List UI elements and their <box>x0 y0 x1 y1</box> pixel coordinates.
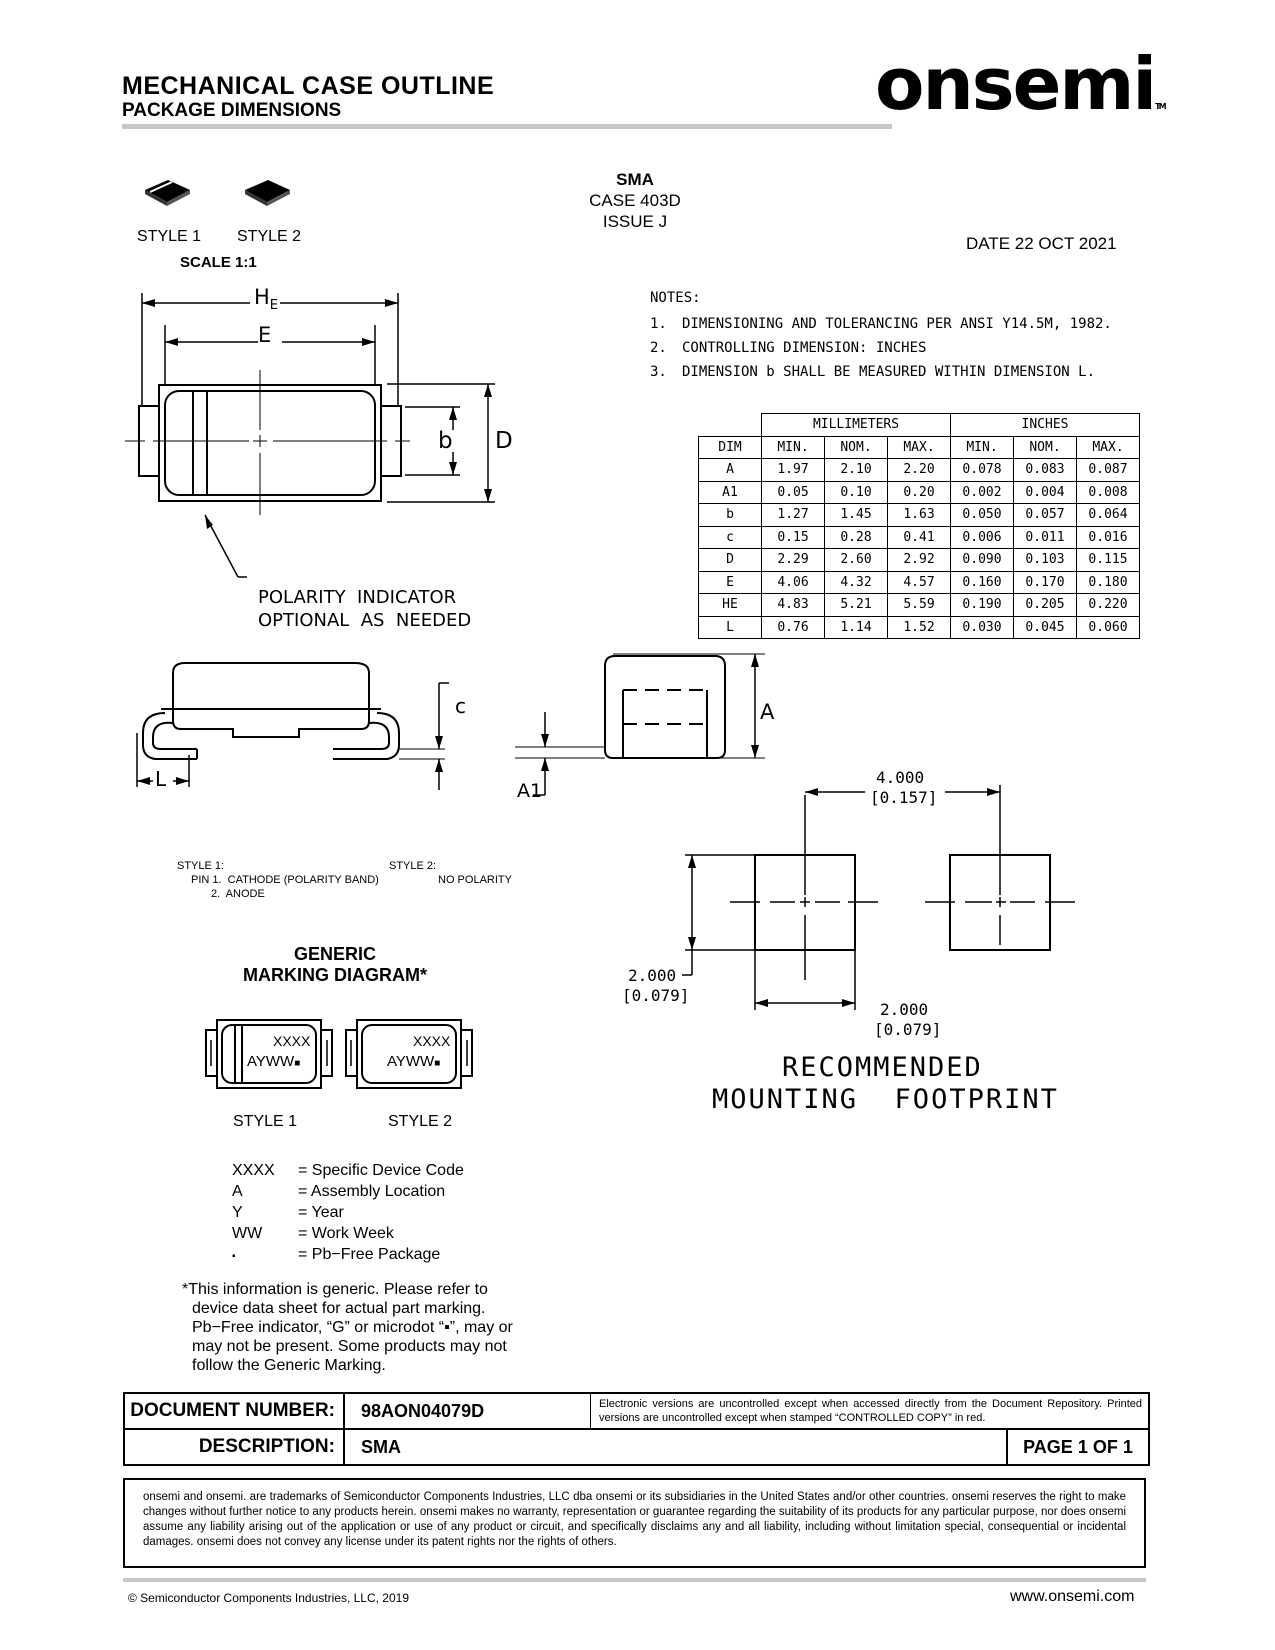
page-title: MECHANICAL CASE OUTLINE <box>122 72 495 100</box>
page-number: PAGE 1 OF 1 <box>1023 1437 1133 1457</box>
marking-s2-line2: AYWW■ <box>387 1053 441 1070</box>
marking-style2-label: STYLE 2 <box>388 1113 453 1130</box>
package-name: SMA <box>616 170 654 189</box>
value-cell: 0.205 <box>1014 594 1077 617</box>
dim-cell: L <box>699 616 762 639</box>
value-cell: 0.050 <box>951 504 1014 527</box>
value-cell: 2.20 <box>888 459 951 482</box>
value-cell: 0.05 <box>762 481 825 504</box>
value-cell: 1.52 <box>888 616 951 639</box>
footprint-dim2-mm: 2.000 <box>628 966 677 985</box>
style1-label: STYLE 1 <box>137 228 202 245</box>
col-header: MIN. <box>762 436 825 459</box>
dim-l-label: L <box>155 767 167 791</box>
table-row <box>699 616 1140 639</box>
description-value: SMA <box>345 1430 1008 1464</box>
value-cell: 0.20 <box>888 481 951 504</box>
legend-row: XXXX = Specific Device Code <box>232 1162 464 1179</box>
dim-a-label: A <box>760 700 775 724</box>
value-cell: 0.087 <box>1077 459 1140 482</box>
dim-cell: D <box>699 549 762 572</box>
value-cell: 0.090 <box>951 549 1014 572</box>
value-cell: 2.29 <box>762 549 825 572</box>
dim-b-label: b <box>438 428 453 454</box>
note-item: 3. DIMENSION b SHALL BE MEASURED WITHIN DIMENSION L. <box>650 364 1096 380</box>
table-group-header <box>699 414 1140 437</box>
notes-block <box>650 290 1112 388</box>
style1-title: STYLE 1: <box>177 860 225 872</box>
marking-title-line2: MARKING DIAGRAM* <box>243 965 427 985</box>
marking-title-line1: GENERIC <box>293 944 376 964</box>
value-cell: 0.103 <box>1014 549 1077 572</box>
value-cell: 0.180 <box>1077 571 1140 594</box>
value-cell: 0.011 <box>1014 526 1077 549</box>
table-body <box>699 459 1140 639</box>
value-cell: 1.63 <box>888 504 951 527</box>
value-cell: 0.76 <box>762 616 825 639</box>
col-header: NOM. <box>825 436 888 459</box>
header-rule <box>122 124 892 129</box>
value-cell: 0.008 <box>1077 481 1140 504</box>
onsemi-logo: onsemiTM <box>875 42 1165 126</box>
value-cell: 1.97 <box>762 459 825 482</box>
legal-disclaimer: onsemi and onsemi. are trademarks of Semiconductor Components Industries, LLC dba onsemi or its subsidiaries in the United States and/or other countries. onsemi reserves the right to make changes without further notice to any products herein. onsemi makes no warranty, representation or guarantee regarding the suitability of its products for any particular purpose, nor does onsemi assume any liability arising out of the application or use of any product or circuit, and specifically disclaims any and all liability, including without limitation special, consequential or incidental damages. onsemi does not convey any license under its patent rights nor the rights of others. <box>123 1478 1146 1568</box>
case-number: CASE 403D <box>589 191 681 210</box>
value-cell: 2.92 <box>888 549 951 572</box>
marking-style1-label: STYLE 1 <box>233 1113 298 1130</box>
value-cell: 0.15 <box>762 526 825 549</box>
page-subtitle: PACKAGE DIMENSIONS <box>122 100 342 121</box>
table-row <box>699 504 1140 527</box>
value-cell: 5.21 <box>825 594 888 617</box>
package-style-icons <box>140 172 300 212</box>
notes-heading: NOTES: <box>650 290 701 306</box>
value-cell: 0.220 <box>1077 594 1140 617</box>
side-view-drawing <box>125 655 485 825</box>
style1-pin2: 2. ANODE <box>211 888 265 900</box>
footprint-dim1-mm: 4.000 <box>876 768 925 787</box>
col-header: NOM. <box>1014 436 1077 459</box>
table-row <box>699 481 1140 504</box>
dim-c-label: c <box>455 694 466 718</box>
legend-row: Y = Year <box>232 1204 344 1221</box>
dim-cell: A <box>699 459 762 482</box>
style2-title: STYLE 2: <box>389 860 437 872</box>
marking-s2-line1: XXXX <box>413 1033 451 1049</box>
value-cell: 0.060 <box>1077 616 1140 639</box>
marking-s1-line1: XXXX <box>273 1033 311 1049</box>
value-cell: 0.045 <box>1014 616 1077 639</box>
value-cell: 0.030 <box>951 616 1014 639</box>
legend-row: WW = Work Week <box>232 1225 394 1242</box>
value-cell: 1.27 <box>762 504 825 527</box>
value-cell: 0.057 <box>1014 504 1077 527</box>
document-info-box <box>123 1392 1150 1466</box>
trademark-mark: TM <box>1155 102 1165 111</box>
value-cell: 1.14 <box>825 616 888 639</box>
col-header: MAX. <box>1077 436 1140 459</box>
value-cell: 4.57 <box>888 571 951 594</box>
dim-cell: A1 <box>699 481 762 504</box>
col-header: MIN. <box>951 436 1014 459</box>
footprint-dim3-in: [0.079] <box>874 1020 942 1039</box>
style1-pin1: PIN 1. CATHODE (POLARITY BAND) <box>191 874 379 886</box>
description-label: DESCRIPTION: <box>125 1430 345 1464</box>
value-cell: 0.115 <box>1077 549 1140 572</box>
value-cell: 0.170 <box>1014 571 1077 594</box>
marking-s1-line2: AYWW■ <box>247 1053 301 1070</box>
polarity-indicator-line2: OPTIONAL AS NEEDED <box>258 610 472 631</box>
value-cell: 0.41 <box>888 526 951 549</box>
group-millimeters: MILLIMETERS <box>762 414 951 437</box>
dim-cell: HE <box>699 594 762 617</box>
value-cell: 0.006 <box>951 526 1014 549</box>
dim-cell: E <box>699 571 762 594</box>
description-row <box>125 1430 1148 1464</box>
value-cell: 2.60 <box>825 549 888 572</box>
value-cell: 2.10 <box>825 459 888 482</box>
doc-number-value: 98AON04079D <box>345 1394 591 1428</box>
doc-number-row <box>125 1394 1148 1430</box>
footprint-title-line1: RECOMMENDED <box>782 1052 983 1083</box>
dim-cell: c <box>699 526 762 549</box>
website-link[interactable]: www.onsemi.com <box>1010 1588 1135 1605</box>
copyright: © Semiconductor Components Industries, LLC, 2019 <box>128 1591 409 1605</box>
dim-he-label: $H_E$ <box>254 285 279 314</box>
footprint-dim2-in: [0.079] <box>622 986 690 1005</box>
value-cell: 0.064 <box>1077 504 1140 527</box>
doc-number-label: DOCUMENT NUMBER: <box>125 1394 345 1428</box>
document-date: DATE 22 OCT 2021 <box>966 234 1117 253</box>
top-view-drawing <box>125 285 525 635</box>
dim-d-label: D <box>495 428 513 454</box>
marking-diagram <box>203 1012 483 1112</box>
value-cell: 0.078 <box>951 459 1014 482</box>
legend-row: A = Assembly Location <box>232 1183 446 1200</box>
style2-label: STYLE 2 <box>237 228 302 245</box>
table-row <box>699 549 1140 572</box>
footprint-dim1-in: [0.157] <box>870 788 938 807</box>
value-cell: 0.016 <box>1077 526 1140 549</box>
value-cell: 4.06 <box>762 571 825 594</box>
dim-e-label: E <box>258 323 272 347</box>
group-inches: INCHES <box>951 414 1140 437</box>
scale-label: SCALE 1:1 <box>180 254 257 271</box>
marking-generic-note: *This information is generic. Please refer to device data sheet for actual part marking. Pb−Free indicator, “G” or microdot “▪”, may or may not be present. Some products may not follow the Generic Marking. <box>182 1281 513 1374</box>
issue-label: ISSUE J <box>602 212 668 231</box>
value-cell: 0.002 <box>951 481 1014 504</box>
polarity-indicator-line1: POLARITY INDICATOR <box>258 587 457 608</box>
marking-legend <box>232 1162 464 1267</box>
legend-row: ▪ = Pb−Free Package <box>232 1246 441 1263</box>
table-row <box>699 459 1140 482</box>
table-row <box>699 526 1140 549</box>
value-cell: 0.10 <box>825 481 888 504</box>
value-cell: 0.190 <box>951 594 1014 617</box>
controlled-copy-notice: Electronic versions are uncontrolled except when accessed directly from the Document Repository. Printed versions are uncontrolled except when stamped “CONTROLLED COPY” in red. <box>599 1398 1142 1424</box>
value-cell: 1.45 <box>825 504 888 527</box>
footer-rule <box>123 1578 1146 1582</box>
col-header: DIM <box>699 436 762 459</box>
style2-package-icon <box>245 180 290 206</box>
footprint-title-line2: MOUNTING FOOTPRINT <box>712 1084 1059 1115</box>
table-row <box>699 594 1140 617</box>
value-cell: 4.32 <box>825 571 888 594</box>
note-item: 1. DIMENSIONING AND TOLERANCING PER ANSI Y14.5M, 1982. <box>650 316 1112 332</box>
value-cell: 0.160 <box>951 571 1014 594</box>
note-item: 2. CONTROLLING DIMENSION: INCHES <box>650 340 927 356</box>
style1-package-icon <box>145 180 190 206</box>
value-cell: 0.004 <box>1014 481 1077 504</box>
footprint-dim3-mm: 2.000 <box>880 1000 929 1019</box>
dim-cell: b <box>699 504 762 527</box>
table-header-row <box>699 436 1140 459</box>
value-cell: 4.83 <box>762 594 825 617</box>
dimension-table <box>698 413 1140 639</box>
value-cell: 5.59 <box>888 594 951 617</box>
dim-a1-label: A1 <box>517 780 543 802</box>
col-header: MAX. <box>888 436 951 459</box>
table-row <box>699 571 1140 594</box>
value-cell: 0.083 <box>1014 459 1077 482</box>
style2-text: NO POLARITY <box>438 874 512 886</box>
value-cell: 0.28 <box>825 526 888 549</box>
